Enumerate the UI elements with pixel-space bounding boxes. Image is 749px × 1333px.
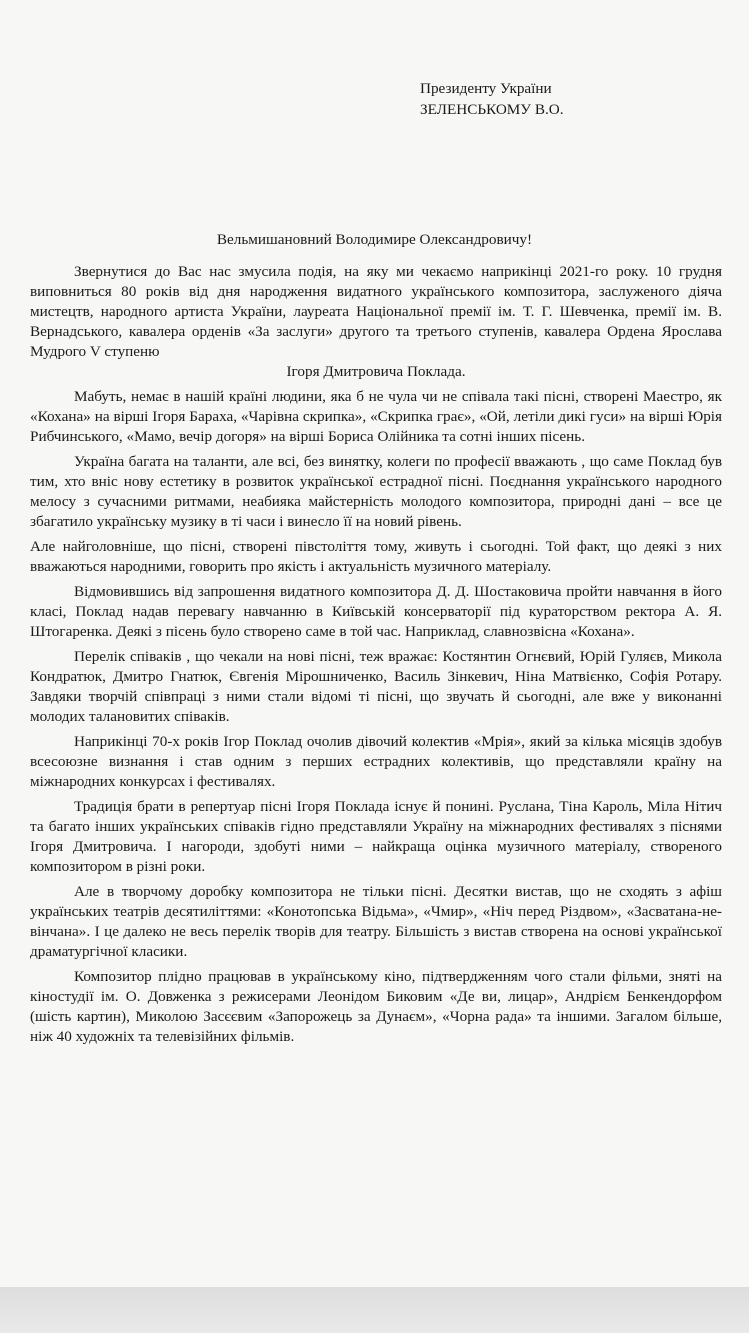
paragraph-7: Наприкінці 70-х років Ігор Поклад очолив дівочий колектив «Мрія», який за кілька місяців здобув всесоюзне визнання і став одним з перших естрадних колективів, що представляли країну на міжнародних конкурсах і фестивалях. xyxy=(30,733,722,790)
paragraph-6: Перелік співаків , що чекали на нові пісні, теж вражає: Костянтин Огнєвий, Юрій Гуляєв, Микола Кондратюк, Дмитро Гнатюк, Євгенія Мірошниченко, Василь Зінкевич, Ніна Матвієнко, Софія Ротару. Завдяки творчій співпраці з ними стали відомі ті пісні, що звучать й сьогодні, але вже у виконанні молодих талановитих співаків. xyxy=(30,648,722,725)
salutation: Вельмишановний Володимире Олександровичу! xyxy=(216,231,533,248)
paragraph-3: Україна багата на таланти, але всі, без винятку, колеги по професії вважають , що саме Поклад був тим, хто вніс нову естетику в розвиток української естрадної пісні. Поєднання українського народного мелосу з сучасними ритмами, неабияка майстерність молодого композитора, природні дані – все це збагатило українську музику в ті часи і винесло її на новий рівень. xyxy=(30,453,722,530)
paragraph-1-name: Ігоря Дмитровича Поклада. xyxy=(286,363,466,380)
paragraph-5: Відмовившись від запрошення видатного композитора Д. Д. Шостаковича пройти навчання в його класі, Поклад надав перевагу навчанню в Київській консерваторії під кураторством ректора А. Я. Штогаренка. Деякі з пісень було створено саме в той час. Наприклад, славнозвісна «Кохана». xyxy=(30,583,722,640)
addressee-name: ЗЕЛЕНСЬКОМУ В.О. xyxy=(420,101,564,118)
paragraph-1: Звернутися до Вас нас змусила подія, на яку ми чекаємо наприкінці 2021-го року. 10 грудня виповниться 80 років від дня народження видатного українського композитора, заслуженого діяча мистецтв, народного артиста України, лауреата Національної премії ім. Т. Г. Шевченка, премії ім. В. Вернадського, кавалера орденів «За заслуги» другого та третього ступенів, кавалера Ордена Ярослава Мудрого V ступеню xyxy=(30,263,722,360)
paragraph-9: Але в творчому доробку композитора не тільки пісні. Десятки вистав, що не сходять з афіш українських театрів десятиліттями: «Конотопська Відьма», «Чмир», «Ніч перед Різдвом», «Засватана-не-вінчана». І це далеко не весь перелік творів для театру. Більшість з вистав створена на основі української драматургічної класики. xyxy=(30,883,722,960)
paragraph-4: Але найголовніше, що пісні, створені півстоліття тому, живуть і сьогодні. Той факт, що деякі з них вважаються народними, говорить про якість і актуальність музичного матеріалу. xyxy=(30,538,722,575)
addressee-title: Президенту України xyxy=(420,80,552,97)
paragraph-8: Традиція брати в репертуар пісні Ігоря Поклада існує й понині. Руслана, Тіна Кароль, Міла Нітич та багато інших українських співаків гідно представляли Україну на міжнародних фестивалях з піснями Ігоря Дмитровича. І нагороди, здобуті ними – найкраща оцінка музичного матеріалу, створеного композитором в різні роки. xyxy=(30,798,722,875)
addressee-block xyxy=(420,78,564,120)
paragraph-10: Композитор плідно працював в українському кіно, підтвердженням чого стали фільми, зняті на кіностудії ім. О. Довженка з режисерами Леонідом Биковим «Де ви, лицар», Андрієм Бенкендорфом (шість картин), Миколою Засєєвим «Запорожець за Дунаєм», «Чорна рада» та іншими. Загалом більше, ніж 40 художніх та телевізійних фільмів. xyxy=(30,968,722,1045)
letter-body xyxy=(30,262,722,1052)
bottom-strip xyxy=(0,1287,749,1333)
paragraph-2: Мабуть, немає в нашій країні людини, яка б не чула чи не співала такі пісні, створені Маестро, як «Кохана» на вірші Ігоря Бараха, «Чарівна скрипка», «Скрипка грає», «Ой, летіли дикі гуси» на вірші Юрія Рибчинського, «Мамо, вечір догоря» на вірші Бориса Олійника та сотні інших пісень. xyxy=(30,388,722,445)
